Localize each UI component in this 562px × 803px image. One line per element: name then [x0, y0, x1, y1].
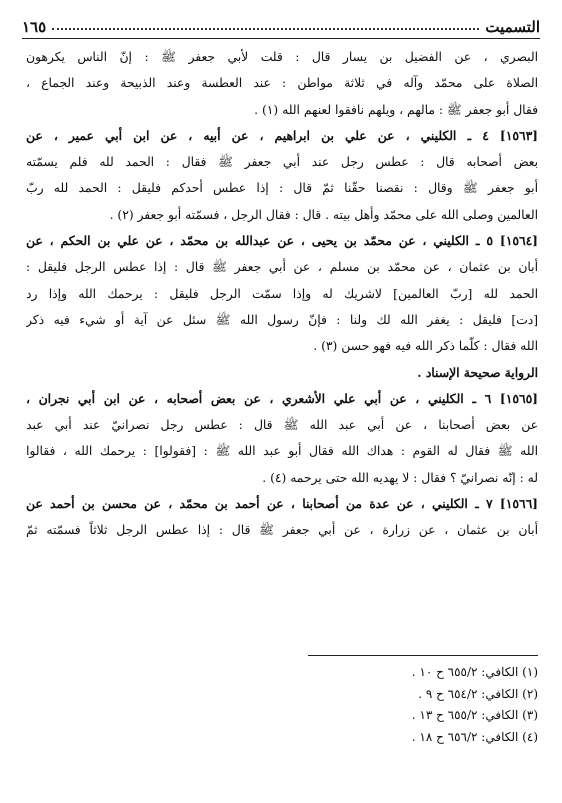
footnote: (٤) الكافي: ٦٥٦/٢ ح ١٨ .	[411, 729, 538, 744]
text-line: العالمين وصلى الله على محمّد وأهل بيته . قال : فقال الرجل ، فسمّته أبو جعفر (٢) .	[109, 207, 538, 222]
text-line: [دت] فليقل : يغفر الله لك ولنا : فإنّ رسول الله ﷺ سئل عن آية أو شيء فيه ذكر	[26, 312, 538, 327]
hadith-1566-line: [١٥٦٦] ٧ ـ الكليني ، عن عدة من أصحابنا ، عن أحمد بن محمّد ، عن محسن بن أحمد عن	[26, 496, 538, 512]
footnote: (١) الكافي: ٦٥٥/٢ ح ١٠ .	[411, 665, 538, 679]
text-line: الله فقال : كلّما ذكر الله فيه فهو حسن (٣) .	[313, 339, 538, 354]
hadith-1565-line: [١٥٦٥] ٦ ـ الكليني ، عن أبي علي الأشعري ، عن بعض أصحابه ، عن ابن أبي نجران ،	[26, 390, 538, 406]
main-text	[26, 44, 538, 544]
text-line: الصلاة على محمّد وآله في ثلاثة مواطن : عند العطسة وعند الذبيحة وعند الجماع ،	[26, 76, 538, 91]
text-line: أبان بن عثمان ، عن زرارة ، عن أبي جعفر ﷺ قال : إذا عطس الرجل ثلاثاً فسمّته ثمّ	[26, 523, 538, 538]
running-header	[22, 12, 540, 39]
hadith-1563-line: [١٥٦٣] ٤ ـ الكليني ، عن علي بن ابراهيم ، عن أبيه ، عن ابن أبي عمير ، عن	[26, 127, 538, 143]
text-line: بعض أصحابه قال : عطس رجل عند أبي جعفر ﷺ فقال : الحمد لله فلم يسمّته	[26, 155, 538, 170]
text-line: الله ﷺ فقال له القوم : هداك الله فقال أبو عبد الله ﷺ : [فقولوا] : يرحمك الله ، فقالوا	[26, 444, 538, 459]
text-line: البصري ، عن الفضيل بن يسار قال : قلت لأبي جعفر ﷺ : إنّ الناس يكرهون	[26, 50, 538, 64]
footnotes	[238, 662, 538, 748]
header-dot-leader	[52, 28, 479, 30]
footnote: (٢) الكافي: ٦٥٤/٢ ح ٩ .	[418, 686, 538, 701]
text-line: الحمد لله [ربّ العالمين] لاشريك له وإذا سمّت الرجل فليقل : يرحمك الله وإذا رد	[26, 286, 538, 301]
footnote-separator	[308, 655, 538, 656]
footnote: (٣) الكافي: ٦٥٥/٢ ح ١٣ .	[411, 708, 538, 722]
text-line: أبو جعفر ﷺ وقال : نقصنا حقّنا ثمّ قال : إذا عطس أحدكم فليقل : الحمد لله ربّ	[26, 181, 538, 196]
text-line: فقال أبو جعفر ﷺ : مالهم ، ويلهم نافقوا لعنهم الله (١) .	[254, 102, 538, 117]
page-number: ١٦٥	[22, 18, 47, 36]
hadith-1564-line: [١٥٦٤] ٥ ـ الكليني ، عن محمّد بن يحيى ، عن عبدالله بن محمّد ، عن علي بن الحكم ، عن	[26, 233, 538, 249]
chapter-title: التسميت	[485, 18, 540, 36]
text-line: عن بعض أصحابنا ، عن أبي عبد الله ﷺ قال : عطس رجل نصرانيّ عند أبي عبد	[26, 418, 538, 433]
text-line: أبان بن عثمان ، عن محمّد بن مسلم ، عن أبي جعفر ﷺ قال : إذا عطس الرجل فليقل :	[26, 260, 538, 275]
isnad-note: الرواية صحيحة الإسناد .	[417, 364, 538, 380]
text-line: له : إنّه نصرانيّ ؟ فقال : لا يهديه الله حتى يرحمه (٤) .	[262, 470, 538, 485]
